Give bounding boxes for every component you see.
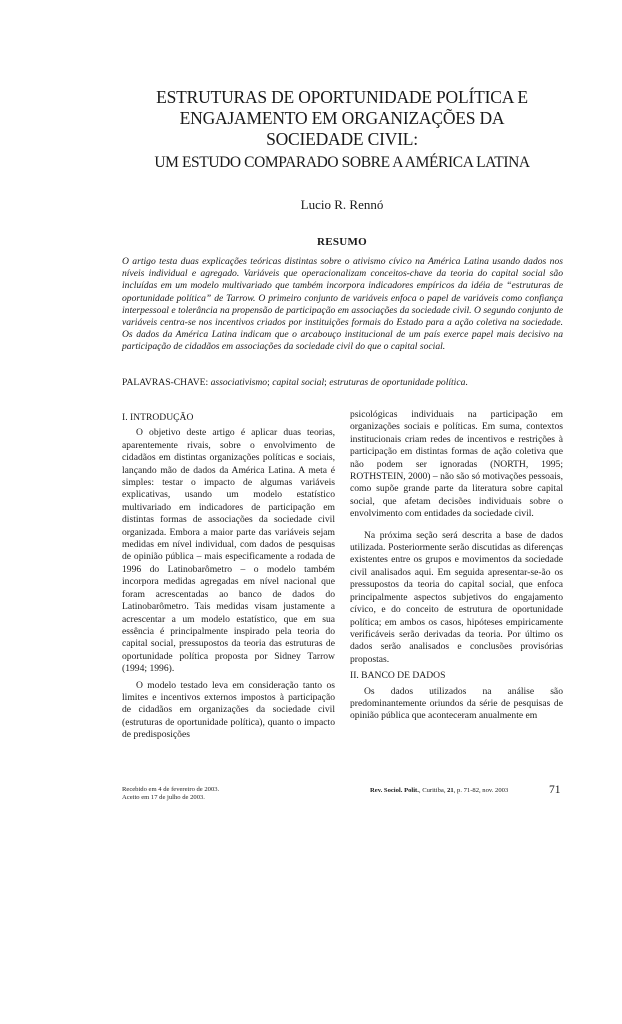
page-number: 71	[549, 784, 561, 796]
author-name: Lucio R. Rennó	[300, 197, 384, 212]
title-line: SOCIEDADE CIVIL:	[266, 129, 418, 149]
right-column	[350, 409, 563, 727]
submission-dates	[122, 786, 219, 802]
article-title	[100, 87, 584, 172]
body-paragraph: Na próxima seção será descrita a base de dados utilizada. Posteriormente serão discutidas as diferenças existentes entre os grupos e movimentos da sociedade civil analisados aqui. Em seguida apresentar-se-ão os pressupostos da teoria do capital social, que enfoca principalmente aspectos subjetivos do engajamento cívico, e do conceito de estrutura de oportunidade política; em ambos os casos, hipóteses empiricamente verificáveis serão derivadas da teoria. Por último os dados serão analisados e conclusões provisórias propostas.	[350, 529, 563, 665]
journal-volume: 21	[447, 787, 454, 794]
journal-citation	[370, 787, 508, 794]
keyword: capital social	[272, 377, 325, 388]
keyword: estruturas de oportunidade política	[329, 377, 466, 388]
left-column	[122, 409, 335, 746]
section-heading-introducao: I. INTRODUÇÃO	[122, 412, 194, 423]
body-paragraph: Os dados utilizados na análise são predominantemente oriundos da série de pesquisas de opinião pública que aconteceram anualmente em	[350, 685, 563, 722]
keywords-label: PALAVRAS-CHAVE:	[122, 377, 209, 388]
title-line: ENGAJAMENTO EM ORGANIZAÇÕES DA	[179, 108, 505, 128]
journal-name: Rev. Sociol. Polit.	[370, 787, 419, 794]
accepted-date: Aceito em 17 de julho de 2003.	[122, 794, 205, 801]
abstract-text: O artigo testa duas explicações teóricas distintas sobre o ativismo cívico na América Latina usando dados nos níveis individual e agregado. Variáveis que operacionalizam conceitos-chave da teoria do capital social são incluídas em um modelo multivariado que também incorpora indicadores empíricos da idéia de “estruturas de oportunidade política” de Tarrow. O primeiro conjunto de variáveis enfoca o papel de variáveis como confiança interpessoal e tolerância na propensão de participação em associações da sociedade civil. O segundo conjunto de variáveis centra-se nos incentivos criados por instituições formais do Estado para a ação coletiva na sociedade. Os dados da América Latina indicam que o arcabouço institucional de um país exerce papel mais decisivo na participação de cidadãos em associações da sociedade civil do que o capital social.	[122, 256, 563, 353]
article-subtitle: UM ESTUDO COMPARADO SOBRE A AMÉRICA LATINA	[154, 154, 530, 171]
section-heading-banco-de-dados: II. BANCO DE DADOS	[350, 670, 446, 682]
body-paragraph: psicológicas individuais na participação em organizações sociais e políticas. Em suma, contextos institucionais criam redes de incentivos e restrições à participação em distintas formas de ação coletiva que não podem ser ignoradas (NORTH, 1995; ROTHSTEIN, 2000) – não são só motivações pessoais, como supõe grande parte da literatura sobre capital social, que afetam decisões individuais sobre o envolvimento com entidades da sociedade civil.	[350, 409, 563, 520]
keyword: associativismo	[210, 377, 268, 388]
keywords	[122, 377, 563, 389]
journal-city: , Curitiba,	[418, 787, 448, 794]
keyword-separator: ;	[267, 377, 273, 388]
received-date: Recebido em 4 de fevereiro de 2003.	[122, 786, 220, 793]
abstract-heading: RESUMO	[316, 236, 368, 248]
journal-pages: , p. 71-82, nov. 2003	[453, 787, 509, 794]
body-paragraph: O modelo testado leva em consideração tanto os limites e incentivos externos impostos à participação de cidadãos em organizações da sociedade civil (estruturas de oportunidade política), quanto o impacto de predisposições	[122, 679, 335, 741]
title-line: ESTRUTURAS DE OPORTUNIDADE POLÍTICA E	[156, 87, 528, 107]
keyword-period: .	[465, 377, 468, 388]
body-paragraph: O objetivo deste artigo é aplicar duas teorias, aparentemente rivais, sobre o envolvimento de cidadãos em distintas organizações políticas e sociais, lançando mão de dados da América Latina. A meta é simples: testar o impacto de algumas variáveis explicativas, usando um modelo estatístico multivariado em indicadores de participação em distintas formas de associações da sociedade civil organizada. Embora a maior parte das variáveis sejam medidas em nível individual, com dados de pesquisas de opinião pública – mais especificamente a rodada de 1996 do Latinobarômetro – o modelo também incorpora medidas agregadas em nível nacional que foram acrescentadas ao banco de dados do Latinobarômetro. Tais medidas visam justamente a acrescentar a um modelo estatístico, que em sua essência é principalmente inspirado pela teoria do capital social, pressupostos da teoria das estruturas de oportunidade política proposta por Sidney Tarrow (1994; 1996).	[122, 427, 335, 675]
keyword-separator: ;	[324, 377, 330, 388]
